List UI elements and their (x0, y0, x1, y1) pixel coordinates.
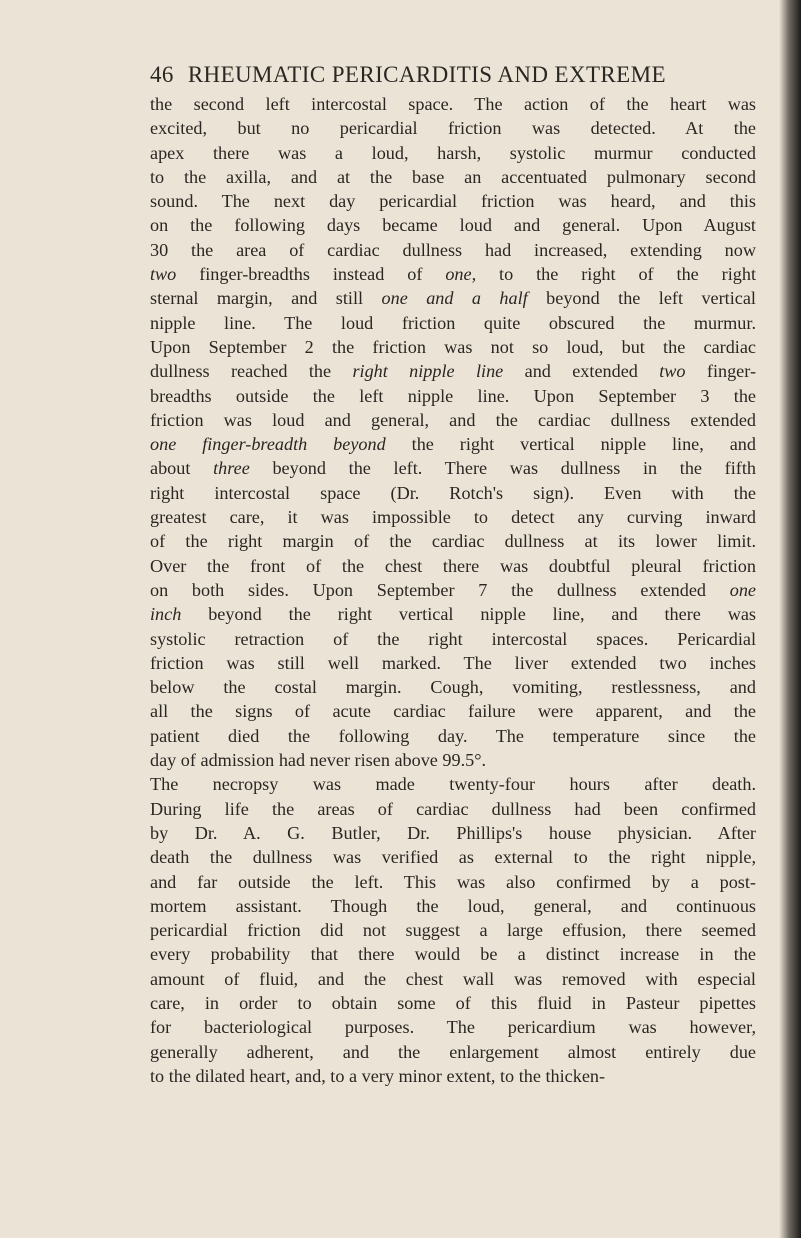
text-segment: pericardial friction did not suggest a large effusion, there seemed (150, 920, 756, 941)
text-segment: beyond the right vertical nipple line, and there was (181, 604, 756, 625)
text-segment: on the following days became loud and general. Upon August (150, 215, 756, 236)
text-segment: beyond the left vertical (527, 288, 756, 309)
text-segment: all the signs of acute cardiac failure were apparent, and the (150, 701, 756, 722)
text-segment: During life the areas of cardiac dullness had been confirmed (150, 798, 756, 819)
text-line (150, 845, 756, 869)
text-line (150, 189, 756, 213)
running-header (150, 62, 730, 92)
text-segment: to the right of the right (476, 264, 756, 285)
text-line (150, 262, 756, 286)
text-segment: 30 the area of cardiac dullness had increased, extending now (150, 239, 756, 260)
text-segment: excited, but no pericardial friction was detected. At the (150, 118, 756, 139)
text-line (150, 456, 756, 480)
text-segment: dullness reached the (150, 361, 353, 382)
italic-text: two (150, 264, 177, 285)
text-segment: right intercostal space (Dr. Rotch's sign). Even with the (150, 482, 756, 503)
text-line (150, 335, 756, 359)
italic-text: two (659, 361, 686, 382)
text-segment: about (150, 458, 214, 479)
text-segment: greatest care, it was impossible to detect any curving inward (150, 507, 756, 528)
text-segment: breadths outside the left nipple line. Upon September 3 the (150, 385, 756, 406)
italic-text: three (213, 458, 250, 479)
text-line (150, 359, 756, 383)
text-line (150, 1040, 756, 1064)
text-segment: apex there was a loud, harsh, systolic murmur conducted (150, 142, 756, 163)
text-line (150, 675, 756, 699)
body-text (150, 92, 756, 1088)
text-line (150, 1015, 756, 1039)
text-line (150, 772, 756, 796)
text-line (150, 602, 756, 626)
text-line (150, 238, 756, 262)
page-edge-shadow (779, 0, 801, 1238)
text-segment: on both sides. Upon September 7 the dullness extended (150, 579, 730, 600)
text-segment: the right vertical nipple line, and (385, 434, 756, 455)
text-segment: day of admission had never risen above 99.5°. (150, 750, 487, 771)
text-line (150, 699, 756, 723)
text-segment: care, in order to obtain some of this fluid in Pasteur pipettes (150, 992, 756, 1013)
text-line (150, 554, 756, 578)
text-line (150, 967, 756, 991)
text-line (150, 651, 756, 675)
text-segment: systolic retraction of the right intercostal spaces. Pericardial (150, 628, 756, 649)
text-line (150, 627, 756, 651)
text-line (150, 311, 756, 335)
text-line (150, 116, 756, 140)
text-segment: The necropsy was made twenty-four hours after death. (150, 774, 756, 795)
text-line (150, 141, 756, 165)
text-line (150, 870, 756, 894)
text-segment: every probability that there would be a distinct increase in the (150, 944, 756, 965)
text-segment: beyond the left. There was dullness in the fifth (249, 458, 756, 479)
text-segment: to the axilla, and at the base an accentuated pulmonary second (150, 166, 756, 187)
text-line (150, 384, 756, 408)
text-line (150, 1064, 756, 1088)
text-segment: nipple line. The loud friction quite obscured the murmur. (150, 312, 756, 333)
text-segment: and far outside the left. This was also confirmed by a post- (150, 871, 756, 892)
italic-text: one, (445, 264, 477, 285)
text-segment: finger- (685, 361, 757, 382)
text-segment: to the dilated heart, and, to a very minor extent, to the thicken- (150, 1065, 606, 1086)
text-line (150, 529, 756, 553)
text-segment: below the costal margin. Cough, vomiting, restlessness, and (150, 677, 756, 698)
text-segment: the second left intercostal space. The action of the heart was (150, 94, 756, 114)
text-segment: amount of fluid, and the chest wall was removed with especial (150, 968, 756, 989)
text-segment: sternal margin, and still (150, 288, 382, 309)
text-line (150, 578, 756, 602)
text-line (150, 408, 756, 432)
text-segment: friction was loud and general, and the cardiac dullness extended (150, 409, 756, 430)
italic-text: right nipple line (352, 361, 504, 382)
italic-text: one (729, 579, 756, 600)
page-number: 46 (150, 62, 174, 87)
text-segment: sound. The next day pericardial friction was heard, and this (150, 191, 756, 212)
text-line (150, 724, 756, 748)
italic-text: one finger-breadth beyond (150, 434, 386, 455)
text-segment: for bacteriological purposes. The pericardium was however, (150, 1017, 756, 1038)
text-line (150, 213, 756, 237)
text-line (150, 918, 756, 942)
text-line (150, 286, 756, 310)
text-segment: death the dullness was verified as external to the right nipple, (150, 847, 756, 868)
text-line (150, 991, 756, 1015)
text-line (150, 821, 756, 845)
text-line (150, 165, 756, 189)
text-segment: friction was still well marked. The liver extended two inches (150, 652, 756, 673)
italic-text: inch (150, 604, 182, 625)
text-segment: by Dr. A. G. Butler, Dr. Phillips's house physician. After (150, 822, 756, 843)
text-segment: Over the front of the chest there was doubtful pleural friction (150, 555, 756, 576)
text-segment: generally adherent, and the enlargement almost entirely due (150, 1041, 756, 1062)
text-line (150, 481, 756, 505)
text-segment: finger-breadths instead of (176, 264, 446, 285)
text-line (150, 942, 756, 966)
text-line (150, 797, 756, 821)
text-line (150, 505, 756, 529)
text-line (150, 432, 756, 456)
text-line (150, 748, 756, 772)
text-segment: patient died the following day. The temperature since the (150, 725, 756, 746)
text-segment: of the right margin of the cardiac dullness at its lower limit. (150, 531, 756, 552)
text-segment: and extended (503, 361, 660, 382)
running-head-title: RHEUMATIC PERICARDITIS AND EXTREME (187, 62, 666, 87)
text-segment: Upon September 2 the friction was not so loud, but the cardiac (150, 336, 756, 357)
italic-text: one and a half (381, 288, 528, 309)
text-line (150, 92, 756, 116)
text-line (150, 894, 756, 918)
text-segment: mortem assistant. Though the loud, general, and continuous (150, 895, 756, 916)
